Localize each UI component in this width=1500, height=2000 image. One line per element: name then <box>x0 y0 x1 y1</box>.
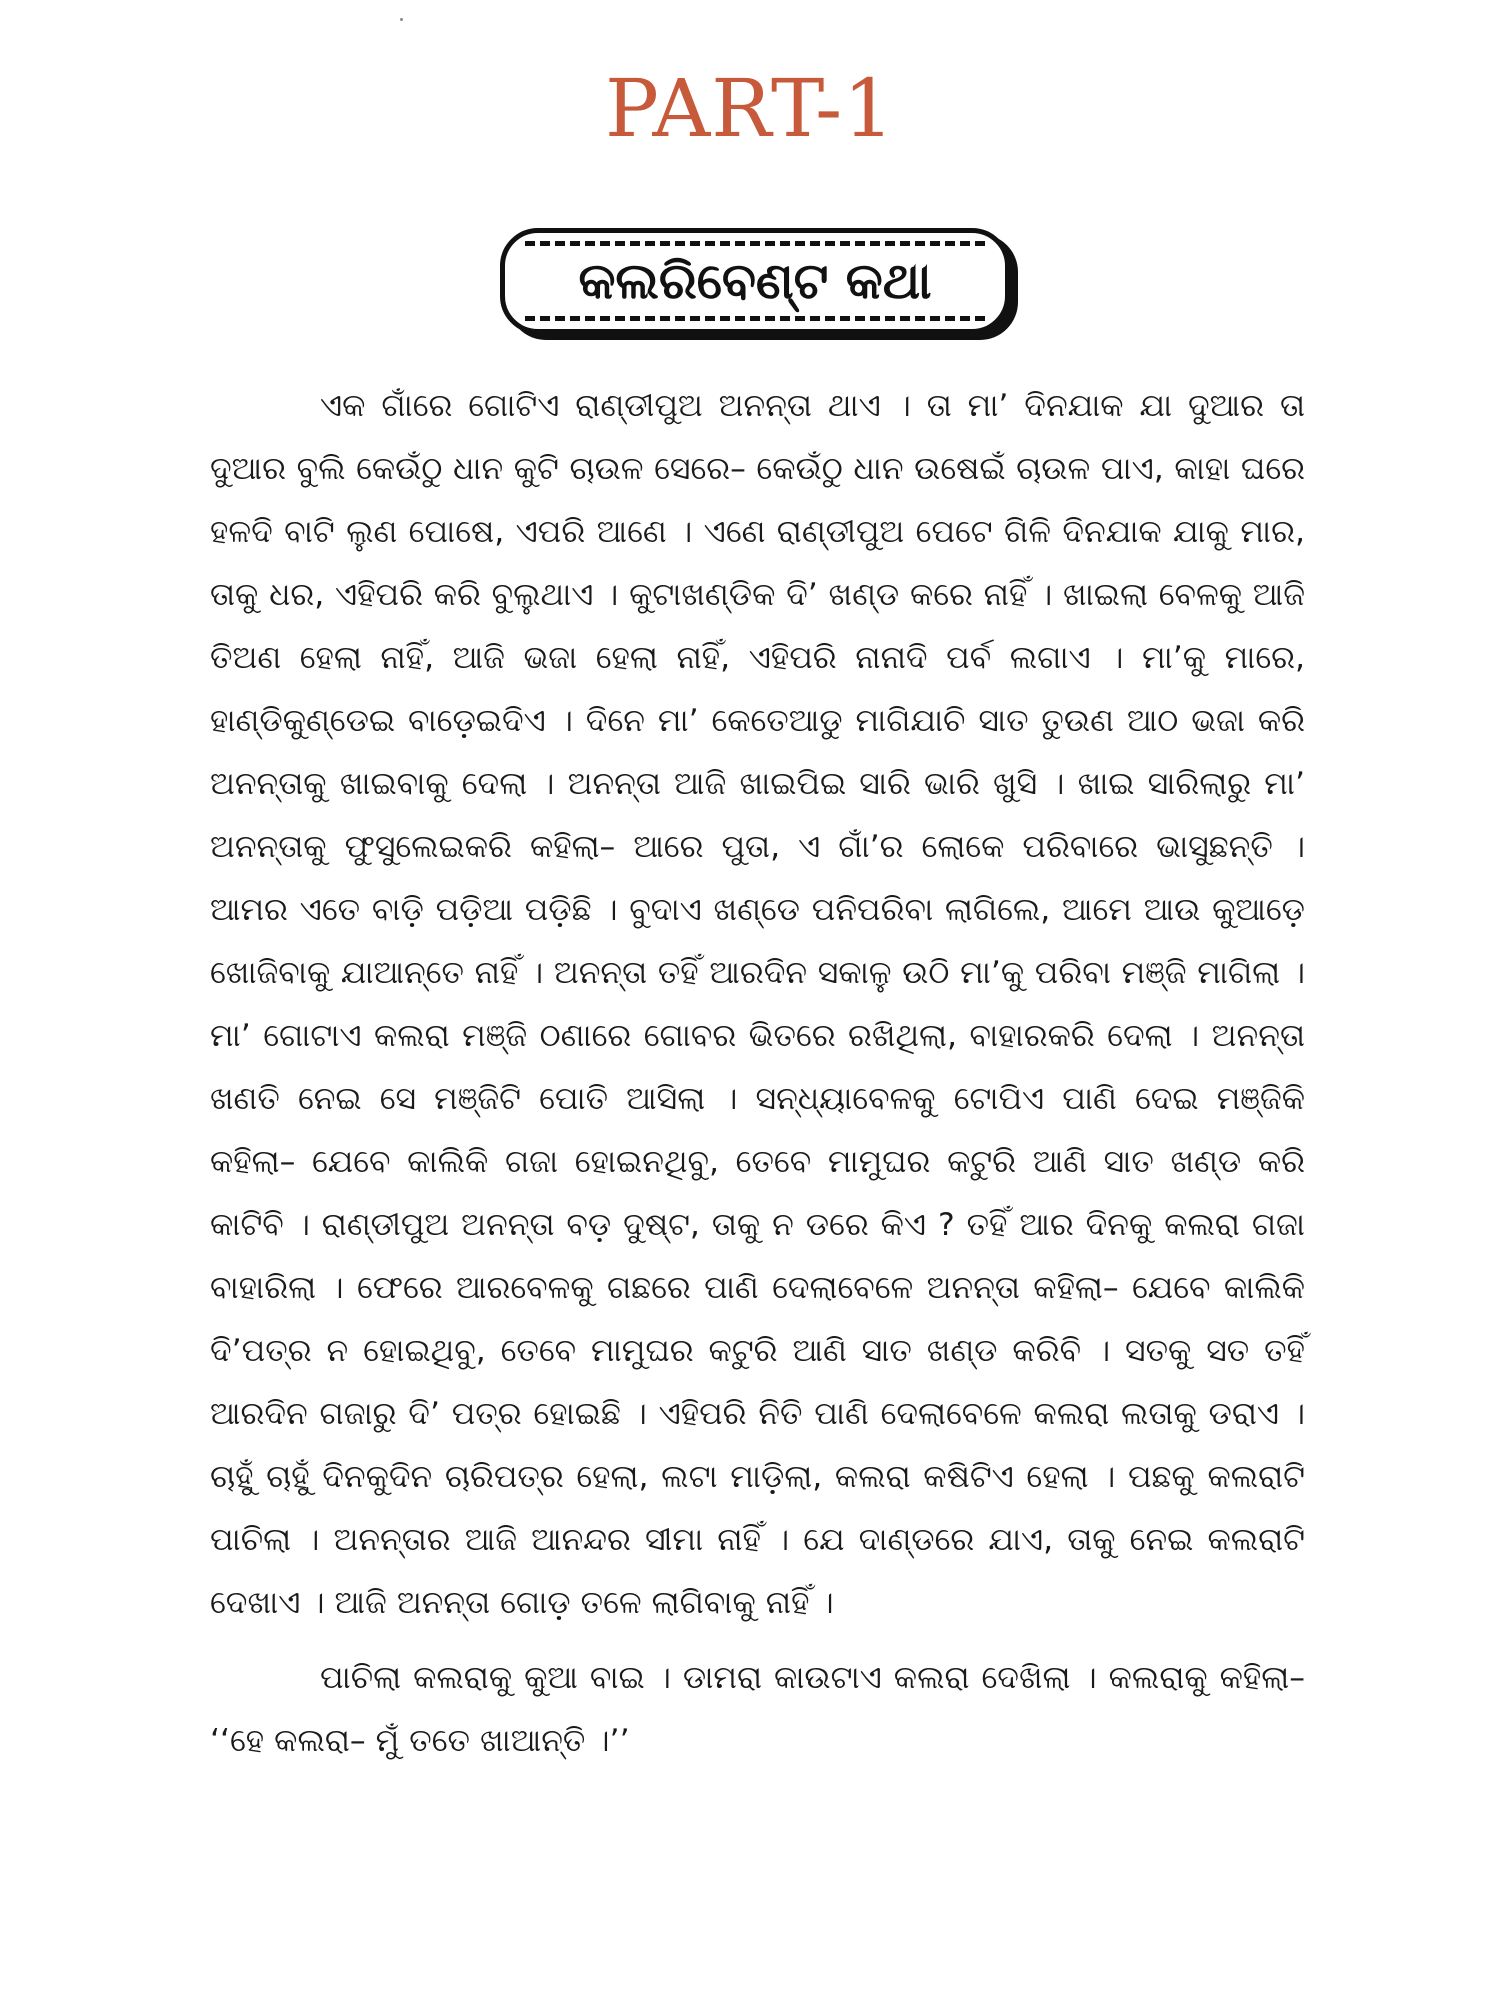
part-heading: PART-1 <box>604 62 896 155</box>
story-body <box>210 375 1305 1773</box>
scan-speck <box>400 18 403 21</box>
story-title: କଲରିବେଣ୍ଟ କଥା <box>578 251 932 310</box>
story-paragraph-1: ଏକ ଗାଁରେ ଗୋଟିଏ ରାଣ୍ଡୀପୁଅ ଅନନ୍ତା ଥାଏ । ତା ମା’ ଦିନଯାକ ଯା ଦୁଆର ତା ଦୁଆର ବୁଲି କେଉଁଠୁ ଧାନ କୁଟି ଚାଉଳ ସେରେ– କେଉଁଠୁ ଧାନ ଉଷେଇଁ ଚାଉଳ ପାଏ, କାହା ଘରେ ହଳଦି ବାଟି ଲୁଣ ପୋଷେ, ଏପରି ଆଣେ । ଏଣେ ରାଣ୍ଡୀପୁଅ ପେଟେ ଗିଳି ଦିନଯାକ ଯାକୁ ମାର, ତାକୁ ଧର, ଏହିପରି କରି ବୁଲୁଥାଏ । କୁଟାଖଣ୍ଡିକ ଦି’ ଖଣ୍ଡ କରେ ନାହିଁ । ଖାଇଲା ବେଳକୁ ଆଜି ତିଅଣ ହେଲା ନାହିଁ, ଆଜି ଭଜା ହେଲା ନାହିଁ, ଏହିପରି ନାନାଦି ପର୍ବ ଲଗାଏ । ମା’କୁ ମାରେ, ହାଣ୍ଡିକୁଣ୍ଡେଇ ବାଡ଼େଇଦିଏ । ଦିନେ ମା’ କେତେଆଡୁ ମାଗିଯାଚି ସାତ ତୁଉଣ ଆଠ ଭଜା କରି ଅନନ୍ତାକୁ ଖାଇବାକୁ ଦେଲା । ଅନନ୍ତା ଆଜି ଖାଇପିଇ ସାରି ଭାରି ଖୁସି । ଖାଇ ସାରିଲାରୁ ମା’ ଅନନ୍ତାକୁ ଫୁସୁଲେଇକରି କହିଲା– ଆରେ ପୁତା, ଏ ଗାଁ’ର ଲୋକେ ପରିବାରେ ଭାସୁଛନ୍ତି । ଆମର ଏତେ ବାଡ଼ି ପଡ଼ିଆ ପଡ଼ିଛି । ବୁଦାଏ ଖଣ୍ଡେ ପନିପରିବା ଲାଗିଲେ, ଆମେ ଆଉ କୁଆଡ଼େ ଖୋଜିବାକୁ ଯାଆନ୍ତେ ନାହିଁ । ଅନନ୍ତା ତହିଁ ଆରଦିନ ସକାଳୁ ଉଠି ମା’କୁ ପରିବା ମଞ୍ଜି ମାଗିଲା । ମା’ ଗୋଟାଏ କଲରା ମଞ୍ଜି ଠଣାରେ ଗୋବର ଭିତରେ ରଖିଥିଲା, ବାହାରକରି ଦେଲା । ଅନନ୍ତା ଖଣତି ନେଇ ସେ ମଞ୍ଜିଟି ପୋତି ଆସିଲା । ସନ୍ଧ୍ୟାବେଳକୁ ଟୋପିଏ ପାଣି ଦେଇ ମଞ୍ଜିକି କହିଲା– ଯେବେ କାଲିକି ଗଜା ହୋଇନଥିବୁ, ତେବେ ମାମୁଘର କଟୁରି ଆଣି ସାତ ଖଣ୍ଡ କରି କାଟିବି । ରାଣ୍ଡୀପୁଅ ଅନନ୍ତା ବଡ଼ ଦୁଷ୍ଟ, ତାକୁ ନ ଡରେ କିଏ ? ତହିଁ ଆର ଦିନକୁ କଲରା ଗଜା ବାହାରିଲା । ଫେରେ ଆରବେଳକୁ ଗଛରେ ପାଣି ଦେଲାବେଳେ ଅନନ୍ତା କହିଲା– ଯେବେ କାଲିକି ଦି’ପତ୍ର ନ ହୋଇଥିବୁ, ତେବେ ମାମୁଘର କଟୁରି ଆଣି ସାତ ଖଣ୍ଡ କରିବି । ସତକୁ ସତ ତହିଁ ଆରଦିନ ଗଜାରୁ ଦି’ ପତ୍ର ହୋଇଛି । ଏହିପରି ନିତି ପାଣି ଦେଲାବେଳେ କଲରା ଲତାକୁ ଡରାଏ । ଚାହୁଁ ଚାହୁଁ ଦିନକୁଦିନ ଚାରିପତ୍ର ହେଲା, ଲଟା ମାଡ଼ିଲା, କଲରା କଷିଟିଏ ହେଲା । ପଛକୁ କଲରାଟି ପାଚିଲା । ଅନନ୍ତାର ଆଜି ଆନନ୍ଦର ସୀମା ନାହିଁ । ଯେ ଦାଣ୍ଡରେ ଯାଏ, ତାକୁ ନେଇ କଲରାଟି ଦେଖାଏ । ଆଜି ଅନନ୍ତା ଗୋଡ଼ ତଳେ ଲାଗିବାକୁ ନାହିଁ । <box>210 388 1305 1621</box>
story-paragraph-2: ପାଚିଲା କଲରାକୁ କୁଆ ବାଇ । ଡାମରା କାଉଟାଏ କଲରା ଦେଖିଲା । କଲରାକୁ କହିଲା– ‘‘ହେ କଲରା– ମୁଁ ତତେ ଖାଆନ୍ତି ।’’ <box>210 1660 1305 1759</box>
story-title-frame <box>500 228 1010 334</box>
